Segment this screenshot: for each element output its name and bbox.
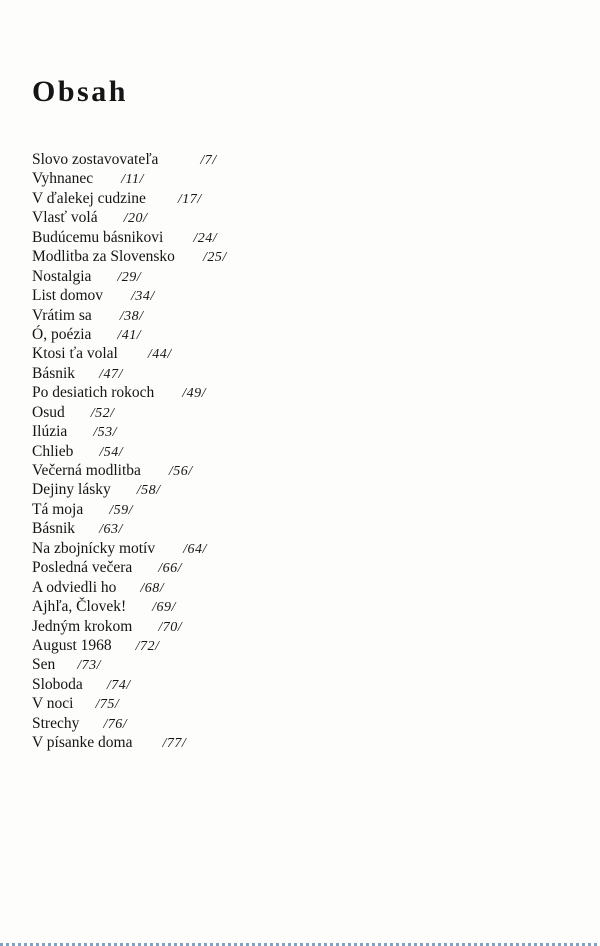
toc-entry [32,714,227,733]
toc-entry-title: Ktosi ťa volal [32,345,118,363]
toc-entry-page: /7/ [200,153,217,168]
toc-entry [32,383,227,402]
toc-entry [32,150,227,169]
toc-entry-page: /52/ [90,405,115,421]
toc-entry [32,519,227,538]
toc-entry-page: /34/ [131,289,155,305]
toc-entry [32,597,227,616]
toc-entry-title: Tá moja [32,500,84,518]
toc-entry-page: /38/ [119,308,144,324]
toc-entry-title: Ajhľa, Človek! [32,598,127,616]
toc-entry-title: V ďalekej cudzine [32,189,146,207]
toc-entry [32,286,227,305]
toc-entry [32,403,227,422]
toc-entry [32,480,227,499]
toc-entry-page: /63/ [99,522,123,538]
toc-entry-title: Slovo zostavovateľa [32,151,159,168]
toc-entry-title: Jedným krokom [32,617,133,635]
toc-entry [32,558,227,577]
toc-entry [32,364,227,383]
toc-entry-title: Strechy [32,714,80,732]
toc-entry [32,539,227,558]
toc-entry-page: /73/ [77,658,102,674]
toc-entry-page: /66/ [158,561,183,577]
toc-entry [32,208,227,227]
toc-entry [32,228,227,247]
toc-entry [32,247,227,266]
toc-entry-page: /20/ [123,211,148,227]
toc-entry-page: /47/ [99,366,123,382]
toc-entry-title: Ó, poézia [32,325,92,343]
toc-entry [32,461,227,480]
toc-entry-page: /59/ [109,502,133,518]
toc-entry-title: Budúcemu básnikovi [32,228,164,246]
toc-entry-title: List domov [32,287,104,305]
toc-entry [32,189,227,208]
toc-entry-page: /29/ [117,269,142,285]
toc-entry-title: Modlitba za Slovensko [32,248,175,266]
toc-entry [32,655,227,674]
toc-entry [32,325,227,344]
toc-entry-page: /77/ [162,736,187,752]
toc-entry [32,169,227,188]
toc-entry-title: Chlieb [32,442,74,460]
toc-entry [32,675,227,694]
toc-entry-title: Po desiatich rokoch [32,384,155,402]
toc-entry-page: /75/ [95,697,120,713]
toc-entry [32,422,227,441]
toc-entry-title: Dejiny lásky [32,481,111,499]
toc-entry-page: /25/ [202,250,227,266]
toc-entry-page: /49/ [182,386,207,402]
toc-entry-title: V noci [32,695,74,713]
toc-entry-title: Sloboda [32,675,83,693]
toc-entry-title: Básnik [32,364,76,382]
toc-entry [32,636,227,655]
toc-entry-page: /70/ [158,619,183,635]
toc-entry-page: /76/ [103,716,128,732]
toc-entry-title: Básnik [32,520,76,538]
toc-entry-page: /17/ [177,191,202,207]
toc-entry-title: Vrátim sa [32,306,92,324]
toc-entry-title: A odviedli ho [32,578,117,596]
toc-entry-page: /41/ [117,327,142,343]
toc-entry-page: /68/ [140,580,165,596]
toc-entry-title: Večerná modlitba [32,462,141,479]
toc-entry-page: /74/ [106,677,131,693]
toc-entry-title: Nostalgia [32,267,92,285]
toc-entry [32,733,227,752]
toc-entry-page: /69/ [152,600,176,616]
toc-entry [32,442,227,461]
toc-entry-title: Vlasť volá [32,209,98,227]
toc-entry-page: /44/ [147,347,172,363]
toc-entry [32,267,227,286]
toc-entry-page: /58/ [136,483,161,499]
toc-entry [32,344,227,363]
toc-entry-page: /72/ [135,638,160,654]
toc-entry-page: /56/ [168,464,193,479]
toc-entry-title: V písanke doma [32,734,133,752]
toc-entry-title: Posledná večera [32,559,133,577]
toc-entry [32,578,227,597]
table-of-contents [32,150,227,753]
toc-entry-page: /11/ [121,172,144,188]
toc-entry [32,500,227,519]
toc-entry-page: /64/ [183,541,207,557]
toc-entry-page: /53/ [93,425,118,441]
page-title: Obsah [32,75,128,108]
toc-entry [32,694,227,713]
toc-entry-title: Vyhnanec [32,170,94,188]
toc-entry [32,306,227,325]
toc-entry-title: Na zbojnícky motív [32,539,156,557]
toc-entry-title: August 1968 [32,636,112,654]
toc-entry [32,617,227,636]
toc-entry-title: Osud [32,403,65,421]
toc-entry-title: Ilúzia [32,423,68,441]
toc-entry-page: /24/ [193,230,218,246]
toc-entry-title: Sen [32,656,56,674]
toc-entry-page: /54/ [99,444,124,460]
